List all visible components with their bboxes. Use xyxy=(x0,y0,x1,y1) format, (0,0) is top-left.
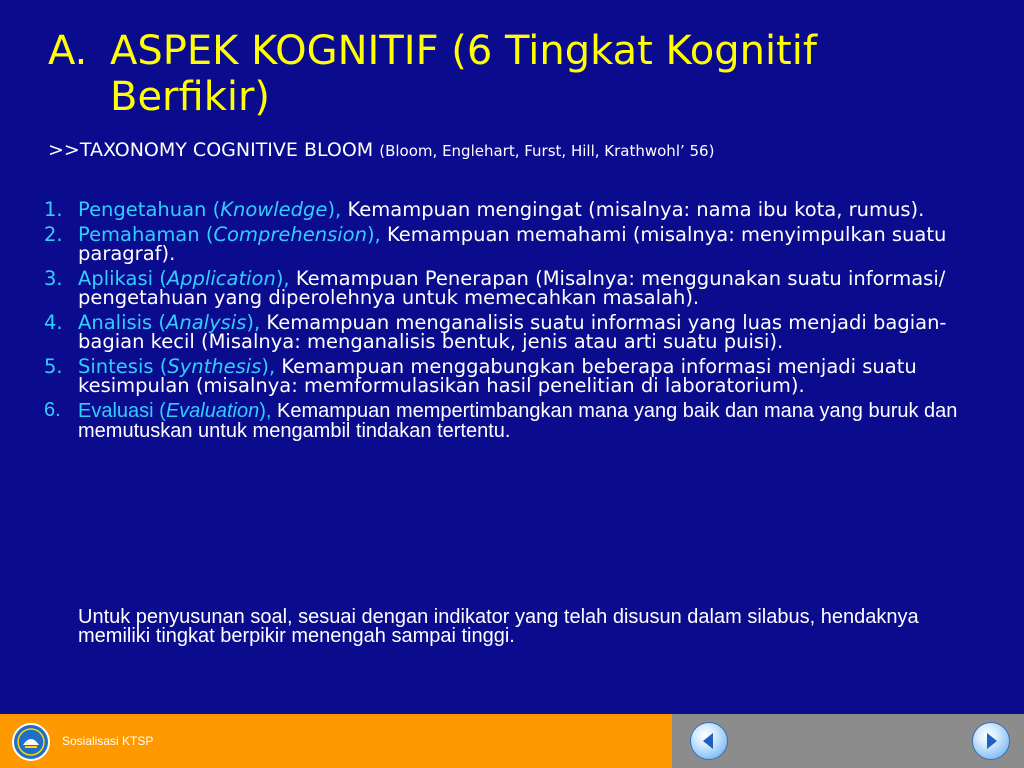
list-item xyxy=(44,200,984,219)
item-term: Sintesis (Synthesis), xyxy=(78,355,276,378)
title-line-1: ASPEK KOGNITIF (6 Tingkat Kognitif xyxy=(110,28,817,74)
item-term: Analisis (Analysis), xyxy=(78,311,261,334)
list-item xyxy=(44,225,984,263)
slide-subtitle xyxy=(48,138,714,163)
item-description: Kemampuan memahami (misalnya: menyimpulkan suatu paragraf). xyxy=(78,223,947,265)
ministry-logo-icon xyxy=(12,723,50,761)
subtitle-authors: (Bloom, Englehart, Furst, Hill, Krathwohl’ 56) xyxy=(379,142,715,160)
item-number: 4. xyxy=(44,311,63,334)
item-term: Pemahaman (Comprehension), xyxy=(78,223,381,246)
subtitle-main: >>TAXONOMY COGNITIVE BLOOM xyxy=(48,139,374,161)
item-description: Kemampuan menganalisis suatu informasi yang luas menjadi bagian-bagian kecil (Misalnya: menganalisis bentuk, jenis atau arti suatu puisi). xyxy=(78,311,947,353)
title-line-2: Berfikir) xyxy=(110,74,271,120)
title-number: A. xyxy=(48,28,88,74)
item-number: 5. xyxy=(44,355,63,378)
item-number: 2. xyxy=(44,223,63,246)
list-item xyxy=(44,357,984,395)
item-description: Kemampuan mengingat (misalnya: nama ibu kota, rumus). xyxy=(341,198,925,221)
list-item xyxy=(44,401,984,441)
previous-slide-button[interactable] xyxy=(690,722,728,760)
item-number: 3. xyxy=(44,267,63,290)
item-description: Kemampuan mempertimbangkan mana yang baik dan mana yang buruk dan memutuskan untuk mengambil tindakan tertentu. xyxy=(78,400,958,442)
item-description: Kemampuan Penerapan (Misalnya: menggunakan suatu informasi/ pengetahuan yang diperolehnya untuk memecahkan masalah). xyxy=(78,267,946,309)
footer-label: Sosialisasi KTSP xyxy=(62,734,154,748)
item-term: Evaluasi (Evaluation), xyxy=(78,400,272,422)
item-description: Kemampuan menggabungkan beberapa informasi menjadi suatu kesimpulan (misalnya: memformulasikan hasil penelitian di laboratorium). xyxy=(78,355,917,397)
bloom-levels-list xyxy=(44,200,984,447)
next-slide-button[interactable] xyxy=(972,722,1010,760)
list-item xyxy=(44,313,984,351)
item-term: Pengetahuan (Knowledge), xyxy=(78,198,342,221)
chevron-left-icon xyxy=(691,723,727,759)
chevron-right-icon xyxy=(973,723,1009,759)
item-number: 6. xyxy=(44,399,61,421)
item-term: Aplikasi (Application), xyxy=(78,267,290,290)
slide-title xyxy=(48,28,998,120)
closing-note: Untuk penyusunan soal, sesuai dengan indikator yang telah disusun dalam silabus, hendaknya memiliki tingkat berpikir menengah sampai tinggi. xyxy=(78,606,919,647)
footer-bar xyxy=(0,714,1024,768)
item-number: 1. xyxy=(44,198,63,221)
list-item xyxy=(44,269,984,307)
